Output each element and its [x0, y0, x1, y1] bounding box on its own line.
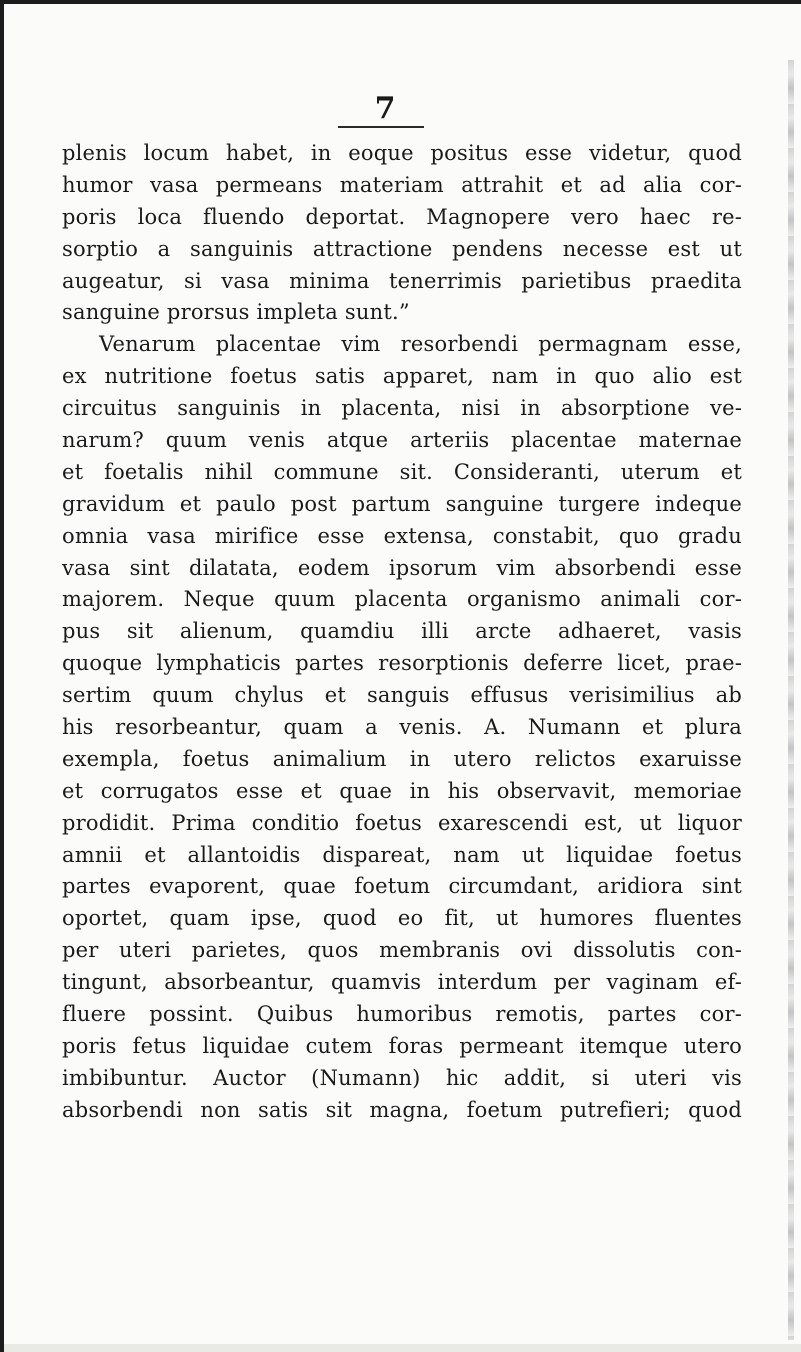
top-border [0, 0, 801, 4]
text-line: absorbendi non satis sit magna, foetum putrefieri; quod [62, 1097, 742, 1122]
text-line: exempla, foetus animalium in utero relictos exaruisse [62, 746, 742, 771]
text-line: sertim quum chylus et sanguis effusus verisimilius ab [62, 683, 742, 708]
text-line: amnii et allantoidis dispareat, nam ut liquidae foetus [62, 842, 742, 867]
text-line: sanguine prorsus impleta sunt.” [62, 300, 410, 325]
page-number-underline [338, 126, 424, 128]
page-number: 7 [374, 91, 396, 126]
text-line: fluere possint. Quibus humoribus remotis, partes cor- [62, 1002, 742, 1027]
text-line: oportet, quam ipse, quod eo fit, ut humores fluentes [62, 906, 742, 931]
text-line: plenis locum habet, in eoque positus esse videtur, quod [62, 141, 742, 165]
text-line: et foetalis nihil commune sit. Consideranti, uterum et [62, 459, 742, 484]
text-line: gravidum et paulo post partum sanguine turgere indeque [62, 491, 742, 516]
text-line: Venarum placentae vim resorbendi permagnam esse, [99, 332, 742, 357]
body-text [62, 138, 742, 1127]
text-line: sorptio a sanguinis attractione pendens necesse est ut [62, 236, 742, 261]
right-page-edge [788, 60, 794, 1340]
bottom-page-edge [4, 1344, 801, 1352]
text-line: poris fetus liquidae cutem foras permeant itemque utero [62, 1033, 742, 1058]
left-border [0, 0, 4, 1352]
text-line: imbibuntur. Auctor (Numann) hic addit, si uteri vis [62, 1065, 742, 1090]
text-line: circuitus sanguinis in placenta, nisi in absorptione ve- [62, 396, 742, 421]
text-line: his resorbeantur, quam a venis. A. Numann et plura [62, 715, 742, 740]
text-line: omnia vasa mirifice esse extensa, constabit, quo gradu [62, 523, 742, 548]
text-line: per uteri parietes, quos membranis ovi dissolutis con- [62, 938, 742, 963]
text-line: quoque lymphaticis partes resorptionis deferre licet, prae- [62, 651, 742, 676]
text-line: vasa sint dilatata, eodem ipsorum vim absorbendi esse [62, 555, 742, 580]
text-line: majorem. Neque quum placenta organismo animali cor- [62, 587, 742, 612]
text-line: humor vasa permeans materiam attrahit et ad alia cor- [62, 172, 742, 197]
text-line: augeatur, si vasa minima tenerrimis parietibus praedita [62, 268, 742, 293]
text-line: et corrugatos esse et quae in his observavit, memoriae [62, 778, 742, 803]
text-line: pus sit alienum, quamdiu illi arcte adhaeret, vasis [62, 619, 742, 644]
text-line: ex nutritione foetus satis apparet, nam in quo alio est [62, 364, 742, 389]
text-line: narum? quum venis atque arteriis placentae maternae [62, 428, 742, 453]
text-line: poris loca fluendo deportat. Magnopere vero haec re- [62, 204, 742, 229]
text-line: partes evaporent, quae foetum circumdant, aridiora sint [62, 874, 742, 899]
text-line: prodidit. Prima conditio foetus exarescendi est, ut liquor [62, 810, 742, 835]
text-line: tingunt, absorbeantur, quamvis interdum per vaginam ef- [62, 970, 742, 995]
